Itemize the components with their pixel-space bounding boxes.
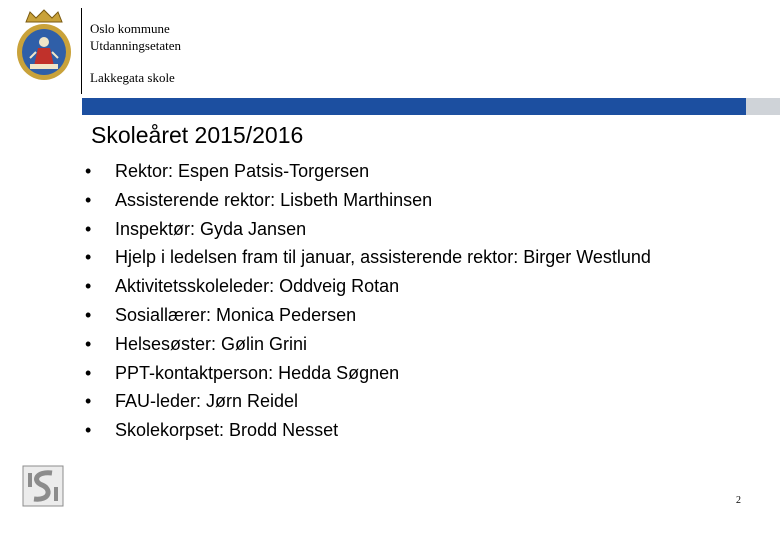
header-accent-bar — [82, 98, 746, 115]
list-item-text: Skolekorpset: Brodd Nesset — [115, 420, 339, 441]
list-item-text: FAU-leder: Jørn Reidel — [115, 391, 299, 412]
bullet-icon: • — [85, 304, 92, 325]
page-number: 2 — [736, 495, 741, 506]
list-item-text: PPT-kontaktperson: Hedda Søgnen — [115, 362, 400, 383]
list-item — [85, 243, 651, 272]
oslo-coat-of-arms-icon — [12, 8, 76, 82]
list-item — [85, 157, 651, 186]
staff-list — [85, 157, 651, 445]
list-item — [85, 387, 651, 416]
bullet-icon: • — [85, 247, 92, 268]
list-item — [85, 301, 651, 330]
bullet-icon: • — [85, 189, 92, 210]
bullet-icon: • — [85, 333, 92, 354]
bullet-icon: • — [85, 362, 92, 383]
list-item-text: Aktivitetsskoleleder: Oddveig Rotan — [115, 276, 400, 297]
header-bar-extension — [746, 98, 780, 115]
slide-title: Skoleåret 2015/2016 — [91, 122, 304, 148]
list-item — [85, 359, 651, 388]
list-item — [85, 330, 651, 359]
list-item-text: Inspektør: Gyda Jansen — [115, 218, 307, 239]
list-item-text: Assisterende rektor: Lisbeth Marthinsen — [115, 189, 433, 210]
bullet-icon: • — [85, 161, 92, 181]
list-item — [85, 416, 651, 445]
organization-name — [90, 20, 181, 54]
oslo-kommune-mark-icon — [22, 465, 64, 507]
org-line-1: Oslo kommune — [90, 21, 170, 36]
bullet-icon: • — [85, 276, 92, 297]
list-item — [85, 186, 651, 215]
list-item — [85, 272, 651, 301]
org-line-2: Utdanningsetaten — [90, 38, 181, 53]
list-item-text: Rektor: Espen Patsis-Torgersen — [115, 161, 370, 181]
header-divider — [81, 8, 82, 94]
bullet-icon: • — [85, 420, 92, 441]
bullet-icon: • — [85, 391, 92, 412]
bullet-icon: • — [85, 218, 92, 239]
list-item-text: Sosiallærer: Monica Pedersen — [115, 304, 357, 325]
list-item-text: Helsesøster: Gølin Grini — [115, 333, 308, 354]
list-item-text: Hjelp i ledelsen fram til januar, assisterende rektor: Birger Westlund — [115, 247, 651, 268]
list-item — [85, 215, 651, 244]
school-name: Lakkegata skole — [90, 70, 175, 85]
